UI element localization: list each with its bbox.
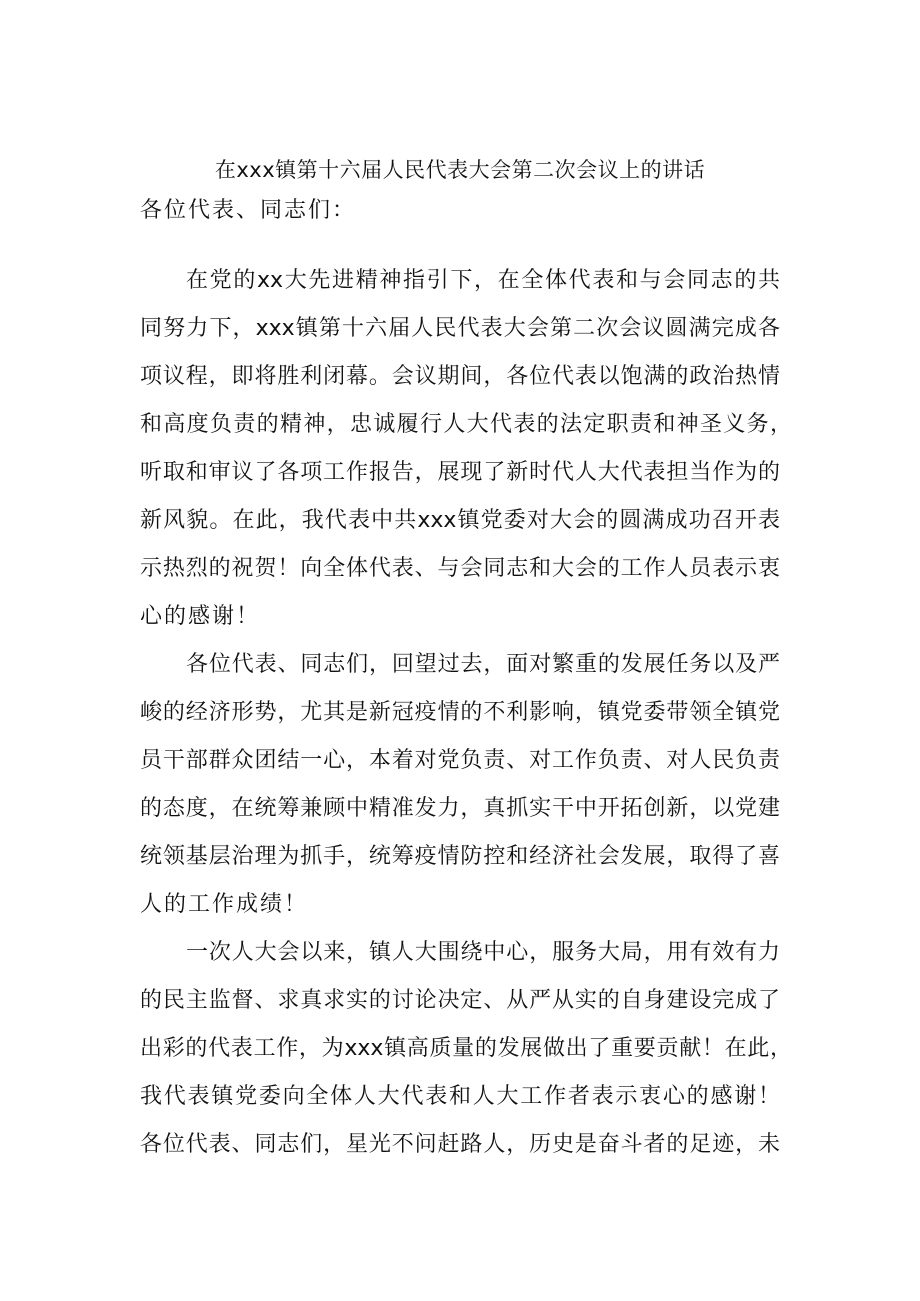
salutation: 各位代表、同志们： [140, 198, 357, 223]
document-title: 在xxx镇第十六届人民代表大会第二次会议上的讲话 [214, 158, 706, 182]
body-line: 听取和审议了各项工作报告，展现了新时代人大代表担当作为的 [140, 460, 780, 485]
body-line: 的态度，在统筹兼顾中精准发力，真抓实干中开拓创新，以党建 [140, 796, 780, 821]
body-line: 各位代表、同志们，回望过去，面对繁重的发展任务以及严 [186, 652, 780, 677]
body-line: 我代表镇党委向全体人大代表和人大工作者表示衷心的感谢！ [140, 1084, 780, 1109]
body-line: 员干部群众团结一心，本着对党负责、对工作负责、对人民负责 [140, 748, 780, 773]
body-line: 同努力下，xxx镇第十六届人民代表大会第二次会议圆满完成各 [140, 316, 780, 341]
body-line: 峻的经济形势，尤其是新冠疫情的不利影响，镇党委带领全镇党 [140, 700, 780, 725]
body-line: 项议程，即将胜利闭幕。会议期间，各位代表以饱满的政治热情 [140, 364, 780, 389]
body-line: 的民主监督、求真求实的讨论决定、从严从实的自身建设完成了 [140, 988, 780, 1013]
body-line: 一次人大会以来，镇人大围绕中心，服务大局，用有效有力 [186, 940, 780, 965]
body-line: 出彩的代表工作，为xxx镇高质量的发展做出了重要贡献！在此， [140, 1036, 792, 1061]
body-line: 心的感谢！ [140, 604, 261, 629]
body-line: 和高度负责的精神，忠诚履行人大代表的法定职责和神圣义务， [140, 412, 792, 437]
body-line: 新风貌。在此，我代表中共xxx镇党委对大会的圆满成功召开表 [140, 508, 780, 533]
body-line: 统领基层治理为抓手，统筹疫情防控和经济社会发展，取得了喜 [140, 844, 780, 869]
body-line: 人的工作成绩！ [140, 892, 309, 917]
body-line: 各位代表、同志们，星光不问赶路人，历史是奋斗者的足迹，未 [140, 1132, 780, 1157]
body-line: 示热烈的祝贺！向全体代表、与会同志和大会的工作人员表示衷 [140, 556, 780, 581]
body-line: 在党的xx大先进精神指引下，在全体代表和与会同志的共 [186, 268, 780, 293]
